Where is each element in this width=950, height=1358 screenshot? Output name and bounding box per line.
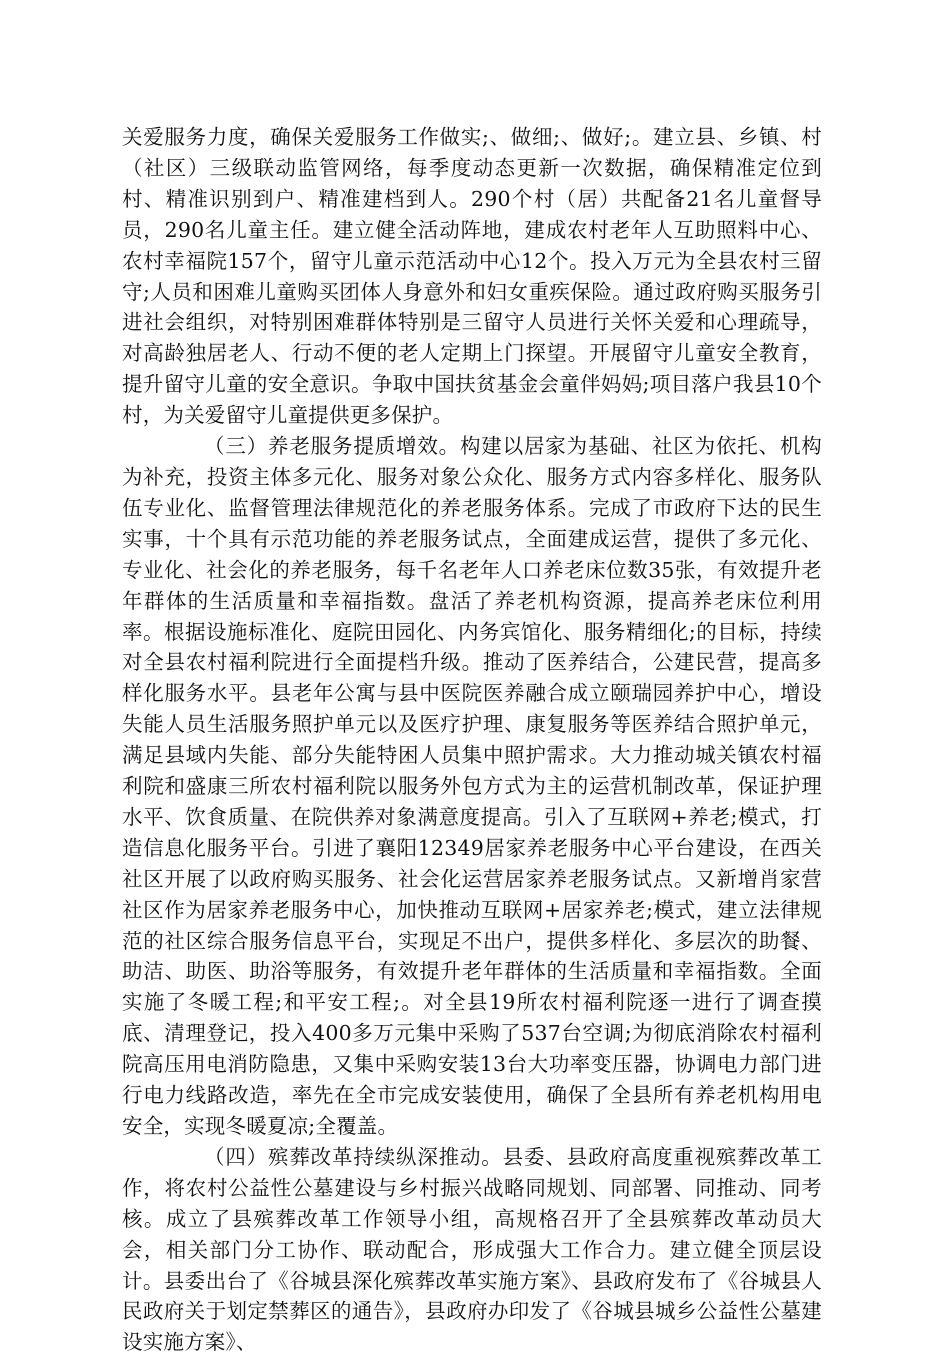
paragraph-funeral-reform: （四）殡葬改革持续纵深推动。县委、县政府高度重视殡葬改革工作，将农村公益性公墓建设与乡村振兴战略同规划、同部署、同推动、同考核。成立了县殡葬改革工作领导小组，高规格召开了全县殡葬改革动员大会，相关部门分工协作、联动配合，形成强大工作合力。建立健全顶层设计。县委出台了《谷城县深化殡葬改革实施方案》、县政府发布了《谷城县人民政府关于划定禁葬区的通告》，县政府办印发了《谷城县城乡公益性公墓建设实施方案》、	[122, 1144, 822, 1355]
document-body	[122, 122, 822, 1358]
paragraph-elderly-services: （三）养老服务提质增效。构建以居家为基础、社区为依托、机构为补充，投资主体多元化、服务对象公众化、服务方式内容多样化、服务队伍专业化、监督管理法律规范化的养老服务体系。完成了市政府下达的民生实事，十个具有示范功能的养老服务试点，全面建成运营，提供了多元化、专业化、社会化的养老服务，每千名老年人口养老床位数35张，有效提升老年群体的生活质量和幸福指数。盘活了养老机构资源，提高养老床位利用率。根据设施标准化、庭院田园化、内务宾馆化、服务精细化;的目标，持续对全县农村福利院进行全面提档升级。推动了医养结合，公建民营，提高多样化服务水平。县老年公寓与县中医院医养融合成立颐瑞园养护中心，增设失能人员生活服务照护单元以及医疗护理、康复服务等医养结合照护单元，满足县域内失能、部分失能特困人员集中照护需求。大力推动城关镇农村福利院和盛康三所农村福利院以服务外包方式为主的运营机制改革，保证护理水平、饮食质量、在院供养对象满意度提高。引入了互联网+养老;模式，打造信息化服务平台。引进了襄阳12349居家养老服务中心平台建设，在西关社区开展了以政府购买服务、社会化运营居家养老服务试点。又新增肖家营社区作为居家养老服务中心，加快推动互联网+居家养老;模式，建立法律规范的社区综合服务信息平台，实现足不出户，提供多样化、多层次的助餐、助洁、助医、助浴等服务，有效提升老年群体的生活质量和幸福指数。全面实施了冬暖工程;和平安工程;。对全县19所农村福利院逐一进行了调查摸底、清理登记，投入400多万元集中采购了537台空调;为彻底消除农村福利院高压用电消防隐患，又集中采购安装13台大功率变压器，协调电力部门进行电力线路改造，率先在全市完成安装使用，确保了全县所有养老机构用电安全，实现冬暖夏凉;全覆盖。	[122, 434, 822, 1138]
paragraph-care-services: 关爱服务力度，确保关爱服务工作做实;、做细;、做好;。建立县、乡镇、村（社区）三级联动监管网络，每季度动态更新一次数据，确保精准定位到村、精准识别到户、精准建档到人。290个村（居）共配备21名儿童督导员，290名儿童主任。建立健全活动阵地，建成农村老年人互助照料中心、农村幸福院157个，留守儿童示范活动中心12个。投入万元为全县农村三留守;人员和困难儿童购买团体人身意外和妇女重疾保险。通过政府购买服务引进社会组织，对特别困难群体特别是三留守人员进行关怀关爱和心理疏导，对高龄独居老人、行动不便的老人定期上门探望。开展留守儿童安全教育，提升留守儿童的安全意识。争取中国扶贫基金会童伴妈妈;项目落户我县10个村，为关爱留守儿童提供更多保护。	[122, 125, 822, 428]
